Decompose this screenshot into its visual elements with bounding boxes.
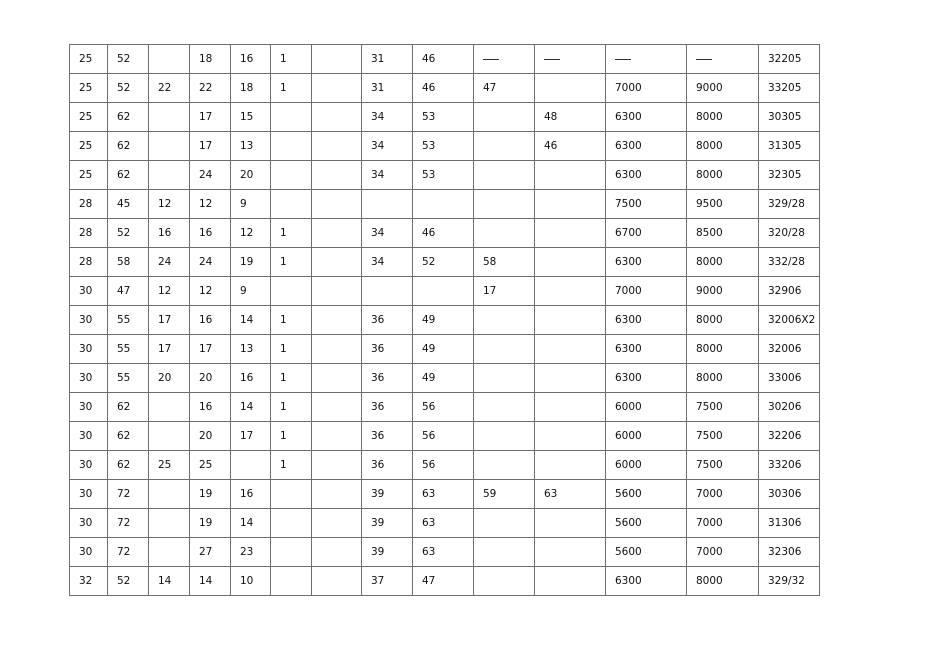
table-cell: 6300: [606, 306, 687, 335]
table-cell: 62: [108, 393, 149, 422]
table-cell: [149, 161, 190, 190]
table-cell: [312, 45, 362, 74]
table-cell: [413, 277, 474, 306]
table-cell: 19: [231, 248, 271, 277]
table-cell: 7000: [606, 277, 687, 306]
table-cell: 30306: [759, 480, 820, 509]
table-cell: [474, 364, 535, 393]
table-cell: [312, 161, 362, 190]
table-cell: 22: [190, 74, 231, 103]
table-row: [70, 451, 820, 480]
table-cell: 36: [362, 306, 413, 335]
table-cell: [535, 567, 606, 596]
table-cell: 36: [362, 393, 413, 422]
table-cell: [312, 306, 362, 335]
table-row: [70, 248, 820, 277]
table-cell: 8000: [687, 306, 759, 335]
table-cell: 1: [271, 306, 312, 335]
table-cell: 6300: [606, 335, 687, 364]
table-cell: 16: [231, 45, 271, 74]
table-cell: [535, 219, 606, 248]
table-cell: [312, 480, 362, 509]
table-cell: 19: [190, 509, 231, 538]
table-cell: 52: [108, 45, 149, 74]
table-cell: 17: [190, 103, 231, 132]
table-cell: 31306: [759, 509, 820, 538]
table-cell: 1: [271, 248, 312, 277]
table-cell: 33006: [759, 364, 820, 393]
table-cell: 10: [231, 567, 271, 596]
table-cell: 62: [108, 161, 149, 190]
table-cell: [474, 219, 535, 248]
table-cell: 332/28: [759, 248, 820, 277]
table-cell: [312, 567, 362, 596]
table-cell: 1: [271, 74, 312, 103]
table-cell: 36: [362, 422, 413, 451]
table-cell: 63: [413, 538, 474, 567]
table-cell: 34: [362, 161, 413, 190]
table-cell: 329/32: [759, 567, 820, 596]
table-cell: 63: [413, 509, 474, 538]
table-cell: [535, 451, 606, 480]
table-cell: [535, 538, 606, 567]
table-cell: 58: [108, 248, 149, 277]
table-row: [70, 480, 820, 509]
table-row: [70, 364, 820, 393]
table-cell: 32006X2: [759, 306, 820, 335]
table-cell: 24: [190, 248, 231, 277]
dash-mark: [615, 59, 631, 60]
table-row: [70, 422, 820, 451]
table-cell: [271, 538, 312, 567]
table-cell: [413, 190, 474, 219]
table-cell: 8000: [687, 364, 759, 393]
table-cell: [687, 45, 759, 74]
table-cell: 17: [231, 422, 271, 451]
table-cell: [271, 132, 312, 161]
table-cell: 55: [108, 306, 149, 335]
table-cell: 6000: [606, 451, 687, 480]
table-cell: [535, 393, 606, 422]
table-cell: 1: [271, 422, 312, 451]
table-cell: 32906: [759, 277, 820, 306]
table-cell: 25: [70, 45, 108, 74]
table-cell: 8500: [687, 219, 759, 248]
table-cell: [149, 103, 190, 132]
table-cell: [535, 509, 606, 538]
table-cell: [535, 364, 606, 393]
table-cell: 28: [70, 219, 108, 248]
table-cell: 9: [231, 190, 271, 219]
table-cell: 31305: [759, 132, 820, 161]
table-cell: 8000: [687, 335, 759, 364]
table-cell: [271, 190, 312, 219]
table-cell: [535, 74, 606, 103]
table-cell: 53: [413, 103, 474, 132]
table-cell: 32: [70, 567, 108, 596]
table-cell: 53: [413, 132, 474, 161]
table-cell: 1: [271, 451, 312, 480]
table-cell: 34: [362, 248, 413, 277]
table-cell: 7500: [687, 451, 759, 480]
table-cell: 46: [413, 45, 474, 74]
table-cell: 6300: [606, 161, 687, 190]
table-cell: [535, 422, 606, 451]
table-cell: 36: [362, 335, 413, 364]
table-cell: 23: [231, 538, 271, 567]
table-cell: 25: [70, 161, 108, 190]
table-cell: 32006: [759, 335, 820, 364]
table-cell: [312, 190, 362, 219]
table-cell: [474, 451, 535, 480]
table-cell: 5600: [606, 538, 687, 567]
table-cell: 56: [413, 393, 474, 422]
table-cell: 62: [108, 132, 149, 161]
table-cell: [474, 335, 535, 364]
table-cell: 12: [231, 219, 271, 248]
table-cell: 45: [108, 190, 149, 219]
table-row: [70, 161, 820, 190]
table-cell: 6000: [606, 422, 687, 451]
table-cell: [474, 538, 535, 567]
table-cell: 8000: [687, 132, 759, 161]
table-cell: [149, 45, 190, 74]
table-cell: [474, 132, 535, 161]
table-cell: 49: [413, 364, 474, 393]
table-cell: 30: [70, 393, 108, 422]
table-cell: 17: [190, 335, 231, 364]
table-cell: 25: [149, 451, 190, 480]
table-cell: 24: [149, 248, 190, 277]
table-cell: 25: [70, 132, 108, 161]
table-cell: [474, 306, 535, 335]
table-cell: 15: [231, 103, 271, 132]
table-cell: [312, 74, 362, 103]
table-cell: 52: [108, 74, 149, 103]
table-cell: [362, 277, 413, 306]
table-cell: 39: [362, 480, 413, 509]
table-cell: 62: [108, 451, 149, 480]
table-row: [70, 393, 820, 422]
table-cell: [312, 335, 362, 364]
dash-mark: [696, 59, 712, 60]
table-cell: 6700: [606, 219, 687, 248]
table-cell: 9000: [687, 277, 759, 306]
table-cell: [474, 393, 535, 422]
table-cell: 27: [190, 538, 231, 567]
table-body: [70, 45, 820, 596]
table-cell: 19: [190, 480, 231, 509]
table-cell: 28: [70, 190, 108, 219]
table-cell: 1: [271, 393, 312, 422]
table-cell: 1: [271, 45, 312, 74]
table-row: [70, 306, 820, 335]
table-row: [70, 45, 820, 74]
table-cell: 46: [535, 132, 606, 161]
table-cell: 6300: [606, 248, 687, 277]
table-cell: [535, 161, 606, 190]
table-cell: 1: [271, 219, 312, 248]
table-row: [70, 74, 820, 103]
table-row: [70, 335, 820, 364]
table-cell: 49: [413, 306, 474, 335]
table-cell: 7500: [687, 422, 759, 451]
table-cell: 56: [413, 422, 474, 451]
table-cell: 30206: [759, 393, 820, 422]
table-cell: 1: [271, 364, 312, 393]
table-cell: 12: [190, 190, 231, 219]
table-cell: 12: [149, 277, 190, 306]
table-cell: 7000: [687, 538, 759, 567]
table-cell: 53: [413, 161, 474, 190]
table-cell: [149, 480, 190, 509]
table-cell: [312, 219, 362, 248]
table-cell: [231, 451, 271, 480]
table-cell: 30: [70, 480, 108, 509]
table-cell: [606, 45, 687, 74]
table-cell: [474, 103, 535, 132]
table-cell: 49: [413, 335, 474, 364]
table-cell: 6300: [606, 567, 687, 596]
table-cell: 17: [190, 132, 231, 161]
table-cell: 28: [70, 248, 108, 277]
table-cell: 33206: [759, 451, 820, 480]
table-cell: [474, 45, 535, 74]
table-cell: 48: [535, 103, 606, 132]
table-cell: 20: [231, 161, 271, 190]
table-cell: 58: [474, 248, 535, 277]
table-cell: 16: [149, 219, 190, 248]
table-cell: [271, 103, 312, 132]
table-cell: 47: [108, 277, 149, 306]
table-row: [70, 277, 820, 306]
table-cell: 14: [149, 567, 190, 596]
table-cell: 72: [108, 509, 149, 538]
table-cell: 17: [149, 306, 190, 335]
table-cell: 59: [474, 480, 535, 509]
table-cell: 18: [190, 45, 231, 74]
table-cell: 62: [108, 103, 149, 132]
table-cell: 12: [149, 190, 190, 219]
table-cell: [149, 393, 190, 422]
table-cell: [312, 132, 362, 161]
table-cell: 25: [70, 74, 108, 103]
table-cell: 30: [70, 364, 108, 393]
table-cell: 30: [70, 509, 108, 538]
table-cell: [271, 277, 312, 306]
table-cell: 72: [108, 538, 149, 567]
table-cell: 6300: [606, 364, 687, 393]
table-cell: 25: [190, 451, 231, 480]
table-cell: 63: [535, 480, 606, 509]
dash-mark: [483, 59, 499, 60]
table-cell: [312, 248, 362, 277]
table-cell: 30: [70, 538, 108, 567]
table-cell: 52: [413, 248, 474, 277]
table-cell: 30: [70, 335, 108, 364]
table-cell: 16: [231, 480, 271, 509]
table-cell: 20: [190, 422, 231, 451]
table-cell: [312, 393, 362, 422]
table-cell: 17: [149, 335, 190, 364]
table-cell: 22: [149, 74, 190, 103]
table-cell: 5600: [606, 509, 687, 538]
table-cell: 7000: [687, 509, 759, 538]
table-cell: [535, 45, 606, 74]
table-cell: 30: [70, 277, 108, 306]
table-cell: [535, 190, 606, 219]
table-cell: 8000: [687, 567, 759, 596]
table-cell: 31: [362, 74, 413, 103]
table-cell: [474, 509, 535, 538]
table-cell: 6300: [606, 103, 687, 132]
table-cell: 36: [362, 364, 413, 393]
table-cell: [312, 277, 362, 306]
table-cell: 20: [149, 364, 190, 393]
table-cell: 20: [190, 364, 231, 393]
table-cell: 34: [362, 219, 413, 248]
bearing-data-table: [69, 44, 820, 596]
table-cell: 12: [190, 277, 231, 306]
table-cell: [474, 422, 535, 451]
table-cell: [535, 277, 606, 306]
table-row: [70, 567, 820, 596]
table-cell: [474, 161, 535, 190]
table-cell: 6000: [606, 393, 687, 422]
table-cell: 72: [108, 480, 149, 509]
table-cell: 32206: [759, 422, 820, 451]
table-cell: [312, 451, 362, 480]
table-cell: 24: [190, 161, 231, 190]
table-cell: 7000: [687, 480, 759, 509]
table-cell: 14: [231, 509, 271, 538]
table-cell: [312, 422, 362, 451]
table-row: [70, 103, 820, 132]
table-cell: 13: [231, 132, 271, 161]
table-cell: [271, 509, 312, 538]
table-cell: [149, 509, 190, 538]
table-cell: 30: [70, 422, 108, 451]
table-cell: 14: [231, 393, 271, 422]
table-cell: 39: [362, 538, 413, 567]
table-cell: [271, 161, 312, 190]
table-cell: 17: [474, 277, 535, 306]
table-cell: [312, 509, 362, 538]
table-cell: 5600: [606, 480, 687, 509]
table-cell: 55: [108, 364, 149, 393]
table-cell: [362, 190, 413, 219]
table-cell: 1: [271, 335, 312, 364]
table-cell: 9500: [687, 190, 759, 219]
table-cell: 47: [474, 74, 535, 103]
table-cell: 6300: [606, 132, 687, 161]
table-cell: 47: [413, 567, 474, 596]
table-cell: 39: [362, 509, 413, 538]
table-cell: 16: [190, 306, 231, 335]
table-cell: 9: [231, 277, 271, 306]
table-cell: 16: [231, 364, 271, 393]
table-cell: 30: [70, 306, 108, 335]
table-cell: 32306: [759, 538, 820, 567]
table-cell: [535, 335, 606, 364]
table-row: [70, 190, 820, 219]
table-cell: 32305: [759, 161, 820, 190]
table-cell: 7000: [606, 74, 687, 103]
table-cell: 329/28: [759, 190, 820, 219]
table-cell: 31: [362, 45, 413, 74]
table-cell: [474, 567, 535, 596]
table-cell: 320/28: [759, 219, 820, 248]
table-cell: [474, 190, 535, 219]
table-cell: 33205: [759, 74, 820, 103]
table-cell: [312, 538, 362, 567]
table-cell: 18: [231, 74, 271, 103]
table-cell: 25: [70, 103, 108, 132]
table-cell: 34: [362, 103, 413, 132]
table-cell: 63: [413, 480, 474, 509]
table-cell: 62: [108, 422, 149, 451]
table-cell: 8000: [687, 248, 759, 277]
table-cell: 16: [190, 393, 231, 422]
dash-mark: [544, 59, 560, 60]
table-cell: [149, 422, 190, 451]
table-cell: 16: [190, 219, 231, 248]
table-cell: 7500: [687, 393, 759, 422]
table-cell: 36: [362, 451, 413, 480]
table-cell: [312, 364, 362, 393]
table-cell: 56: [413, 451, 474, 480]
table-cell: [149, 132, 190, 161]
table-cell: 46: [413, 74, 474, 103]
table-cell: 14: [190, 567, 231, 596]
table-cell: [149, 538, 190, 567]
table-cell: [271, 480, 312, 509]
table-cell: 52: [108, 567, 149, 596]
table-cell: 55: [108, 335, 149, 364]
table-cell: 46: [413, 219, 474, 248]
table-cell: 9000: [687, 74, 759, 103]
table-cell: 37: [362, 567, 413, 596]
table-cell: 32205: [759, 45, 820, 74]
table-cell: 13: [231, 335, 271, 364]
table-cell: 34: [362, 132, 413, 161]
table-cell: 7500: [606, 190, 687, 219]
table-row: [70, 132, 820, 161]
table-cell: [271, 567, 312, 596]
table-cell: 8000: [687, 161, 759, 190]
table-cell: 14: [231, 306, 271, 335]
table-cell: 8000: [687, 103, 759, 132]
table-cell: [535, 248, 606, 277]
table-cell: [312, 103, 362, 132]
table-row: [70, 509, 820, 538]
table-row: [70, 219, 820, 248]
table-cell: 30: [70, 451, 108, 480]
table-cell: 52: [108, 219, 149, 248]
table-cell: 30305: [759, 103, 820, 132]
table-cell: [535, 306, 606, 335]
table-row: [70, 538, 820, 567]
